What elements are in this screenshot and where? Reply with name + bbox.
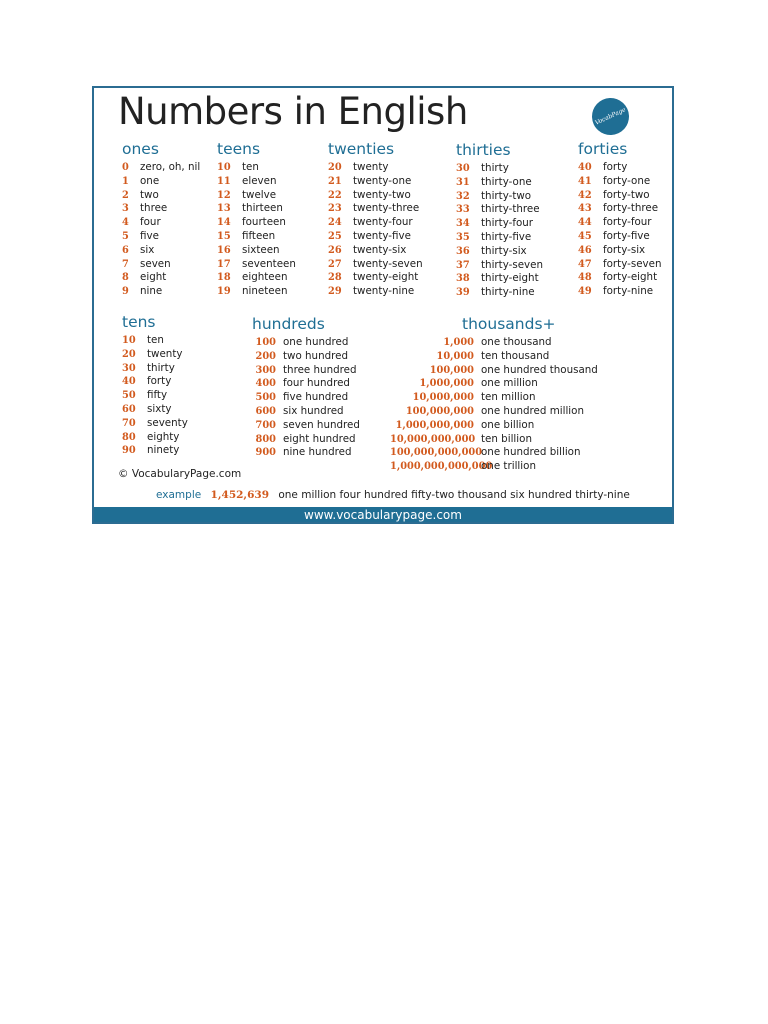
number-value: 22 (328, 189, 342, 201)
number-word: two (140, 188, 159, 201)
number-value: 200 (255, 350, 276, 362)
list-item (122, 189, 200, 203)
number-word: thirty-nine (481, 286, 535, 299)
number-word: ten million (481, 391, 536, 404)
number-word: ten (147, 334, 164, 346)
section-heading: forties (578, 140, 628, 158)
list-item (456, 259, 543, 273)
number-word: one million (481, 377, 538, 390)
number-value: 26 (328, 244, 342, 256)
number-word: twenty-five (353, 229, 411, 242)
example-line (156, 489, 630, 501)
section-heading: tens (122, 313, 156, 331)
section-heading: hundreds (252, 315, 325, 333)
number-value: 3 (122, 203, 129, 215)
number-value: 21 (328, 175, 342, 187)
number-value: 600 (255, 405, 276, 417)
list-item (328, 271, 423, 285)
number-value: 7 (122, 258, 129, 270)
number-value: 500 (255, 392, 276, 404)
numbers-poster (92, 86, 674, 524)
number-value: 43 (578, 203, 592, 215)
number-value: 1,000,000,000,000 (390, 461, 493, 473)
number-value: 23 (328, 203, 342, 215)
number-word: eight hundred (283, 432, 356, 445)
list-item (390, 460, 598, 474)
number-word: four hundred (283, 377, 350, 390)
number-value: 15 (217, 230, 231, 242)
list-item (456, 203, 543, 217)
list-item (578, 244, 661, 258)
list-item (252, 350, 360, 364)
number-value: 1,000,000 (419, 378, 474, 390)
number-word: six hundred (283, 404, 344, 417)
number-value: 34 (456, 218, 470, 230)
list-item (390, 336, 598, 350)
number-value: 9 (122, 286, 129, 298)
number-value: 46 (578, 244, 592, 256)
section-heading: thirties (456, 141, 511, 159)
number-value: 13 (217, 203, 231, 215)
number-value: 20 (328, 162, 342, 173)
number-value: 29 (328, 286, 342, 298)
section-tens (122, 310, 188, 458)
number-value: 80 (122, 431, 136, 443)
list-item (578, 285, 661, 299)
list-item (122, 271, 200, 285)
example-text: one million four hundred fifty-two thousand six hundred thirty-nine (278, 489, 630, 501)
list-item (456, 272, 543, 286)
number-value: 41 (578, 175, 592, 187)
list-item (122, 348, 188, 362)
number-value: 8 (122, 272, 129, 284)
number-value: 5 (122, 230, 129, 242)
list-item (217, 230, 296, 244)
number-value: 30 (122, 362, 136, 374)
number-value: 100,000,000 (405, 405, 474, 417)
number-value: 17 (217, 258, 231, 270)
list-item (390, 405, 598, 419)
number-value: 30 (456, 163, 470, 174)
list-item (390, 419, 598, 433)
list-item (578, 161, 661, 175)
list-item (328, 230, 423, 244)
number-value: 27 (328, 258, 342, 270)
list-item (578, 189, 661, 203)
number-value: 47 (578, 258, 592, 270)
list-item (390, 350, 598, 364)
list-item (252, 364, 360, 378)
list-item (328, 216, 423, 230)
list-item (217, 216, 296, 230)
list-item (217, 271, 296, 285)
number-word: thirteen (242, 202, 283, 215)
number-value: 32 (456, 190, 470, 202)
number-word: nine hundred (283, 446, 352, 459)
number-word: thirty-five (481, 230, 532, 243)
number-word: one hundred (283, 336, 349, 348)
list-item (578, 216, 661, 230)
number-word: thirty (147, 361, 175, 374)
list-item (252, 446, 360, 460)
section-twenties (328, 137, 423, 299)
number-word: nineteen (242, 285, 288, 298)
number-word: forty (603, 161, 628, 173)
list-item (122, 417, 188, 431)
number-word: forty (147, 375, 172, 388)
list-item (122, 334, 188, 348)
list-item (122, 230, 200, 244)
number-word: twenty-seven (353, 257, 423, 270)
list-item (456, 190, 543, 204)
number-word: forty-four (603, 216, 652, 229)
number-word: three (140, 202, 168, 215)
list-item (390, 364, 598, 378)
list-item (122, 389, 188, 403)
number-word: one trillion (481, 460, 536, 473)
section-hundreds (252, 312, 360, 460)
section-heading: teens (217, 140, 261, 158)
number-word: two hundred (283, 349, 349, 362)
number-word: six (140, 243, 155, 256)
number-value: 39 (456, 287, 470, 299)
number-word: eighteen (242, 271, 288, 284)
list-item (252, 433, 360, 447)
number-value: 800 (255, 433, 276, 445)
number-word: nine (140, 285, 163, 298)
number-value: 35 (456, 231, 470, 243)
number-value: 50 (122, 390, 136, 402)
list-item (328, 258, 423, 272)
number-word: twenty-nine (353, 285, 415, 298)
number-word: ninety (147, 444, 180, 457)
number-value: 1 (122, 175, 129, 187)
list-item (122, 258, 200, 272)
list-item (578, 258, 661, 272)
number-word: seven hundred (283, 418, 360, 431)
list-item (217, 161, 296, 175)
list-item (252, 419, 360, 433)
number-value: 18 (217, 272, 231, 284)
number-value: 44 (578, 217, 592, 229)
number-value: 400 (255, 378, 276, 390)
section-teens (217, 137, 296, 299)
number-value: 100,000,000,000 (390, 447, 483, 459)
list-item (122, 285, 200, 299)
number-word: seventeen (242, 257, 296, 270)
number-value: 100,000 (429, 364, 474, 376)
list-item (578, 202, 661, 216)
section-heading: twenties (328, 140, 395, 158)
number-word: five (140, 229, 159, 242)
number-word: twenty-one (353, 174, 412, 187)
list-item (252, 336, 360, 350)
number-word: ten billion (481, 432, 532, 445)
list-item (578, 271, 661, 285)
list-item (217, 202, 296, 216)
list-item (328, 202, 423, 216)
list-item (578, 230, 661, 244)
number-word: thirty-seven (481, 258, 543, 271)
list-item (328, 175, 423, 189)
list-item (456, 231, 543, 245)
number-word: thirty-two (481, 189, 532, 202)
list-item (122, 375, 188, 389)
list-item (122, 362, 188, 376)
vocabpage-logo: VocabPage (586, 92, 635, 141)
number-word: one billion (481, 418, 535, 431)
number-word: thirty-six (481, 244, 527, 257)
number-value: 24 (328, 217, 342, 229)
section-heading: thousands+ (462, 315, 556, 333)
number-value: 10 (122, 335, 136, 346)
number-word: ten (242, 161, 259, 173)
number-value: 28 (328, 272, 342, 284)
list-item (122, 216, 200, 230)
number-value: 4 (122, 217, 129, 229)
number-value: 70 (122, 417, 136, 429)
section-ones (122, 137, 200, 299)
list-item (456, 245, 543, 259)
number-value: 48 (578, 272, 592, 284)
list-item (328, 244, 423, 258)
number-word: twenty (353, 161, 389, 173)
number-value: 10,000,000,000 (390, 433, 476, 445)
number-word: sixty (147, 402, 172, 415)
list-item (252, 377, 360, 391)
number-value: 49 (578, 286, 592, 298)
number-value: 0 (122, 162, 129, 173)
list-item (390, 377, 598, 391)
number-value: 40 (122, 376, 136, 388)
number-word: one (140, 174, 160, 187)
footer-url[interactable]: www.vocabularypage.com (94, 507, 672, 524)
number-value: 19 (217, 286, 231, 298)
number-value: 700 (255, 419, 276, 431)
number-value: 60 (122, 403, 136, 415)
number-word: one hundred thousand (481, 363, 598, 376)
number-word: eleven (242, 174, 277, 187)
number-word: forty-one (603, 174, 651, 187)
number-word: forty-three (603, 202, 659, 215)
number-value: 42 (578, 189, 592, 201)
number-value: 40 (578, 162, 592, 173)
number-word: twenty-six (353, 243, 407, 256)
list-item (122, 444, 188, 458)
list-item (328, 189, 423, 203)
number-value: 6 (122, 244, 129, 256)
number-word: thirty (481, 162, 509, 174)
number-value: 11 (217, 175, 231, 187)
list-item (456, 162, 543, 176)
list-item (217, 258, 296, 272)
list-item (456, 286, 543, 300)
list-item (252, 405, 360, 419)
number-word: one hundred billion (481, 446, 581, 459)
number-word: one hundred million (481, 404, 584, 417)
number-word: five hundred (283, 391, 349, 404)
number-value: 1,000 (443, 337, 474, 348)
list-item (122, 403, 188, 417)
number-value: 25 (328, 230, 342, 242)
section-thirties (456, 138, 543, 300)
number-word: eight (140, 271, 167, 284)
list-item (390, 433, 598, 447)
number-word: thirty-three (481, 203, 540, 216)
number-word: ten thousand (481, 349, 550, 362)
number-value: 37 (456, 259, 470, 271)
list-item (217, 244, 296, 258)
section-forties (578, 137, 661, 299)
number-word: seven (140, 257, 171, 270)
number-value: 12 (217, 189, 231, 201)
list-item (122, 161, 200, 175)
number-word: forty-eight (603, 271, 658, 284)
number-word: forty-nine (603, 285, 654, 298)
number-value: 2 (122, 189, 129, 201)
list-item (390, 391, 598, 405)
list-item (122, 202, 200, 216)
number-value: 38 (456, 273, 470, 285)
number-word: forty-seven (603, 257, 662, 270)
number-word: fourteen (242, 216, 286, 229)
number-value: 90 (122, 445, 136, 457)
number-word: fifty (147, 389, 168, 402)
number-value: 20 (122, 348, 136, 360)
list-item (390, 446, 598, 460)
list-item (328, 285, 423, 299)
list-item (217, 175, 296, 189)
example-value: 1,452,639 (210, 489, 269, 501)
list-item (122, 244, 200, 258)
number-word: zero, oh, nil (140, 161, 201, 173)
list-item (122, 431, 188, 445)
number-word: three hundred (283, 363, 357, 376)
list-item (122, 175, 200, 189)
list-item (217, 285, 296, 299)
number-word: twenty-three (353, 202, 420, 215)
list-item (252, 391, 360, 405)
number-word: one thousand (481, 336, 552, 348)
number-word: forty-five (603, 229, 650, 242)
list-item (328, 161, 423, 175)
number-word: twelve (242, 188, 277, 201)
number-value: 14 (217, 217, 231, 229)
number-value: 33 (456, 204, 470, 216)
number-value: 16 (217, 244, 231, 256)
number-word: four (140, 216, 161, 229)
list-item (578, 175, 661, 189)
section-thousands (390, 312, 598, 474)
number-word: thirty-four (481, 217, 534, 230)
number-value: 300 (255, 364, 276, 376)
number-value: 10,000,000 (412, 392, 474, 404)
list-item (456, 176, 543, 190)
number-word: forty-six (603, 243, 646, 256)
number-value: 45 (578, 230, 592, 242)
number-word: seventy (147, 416, 188, 429)
number-value: 100 (255, 337, 276, 348)
number-value: 900 (255, 447, 276, 459)
number-word: twenty-eight (353, 271, 419, 284)
number-value: 10 (217, 162, 231, 173)
number-value: 10,000 (436, 350, 474, 362)
list-item (217, 189, 296, 203)
number-word: sixteen (242, 243, 280, 256)
number-value: 31 (456, 176, 470, 188)
number-word: twenty (147, 347, 183, 360)
example-label: example (156, 489, 202, 501)
number-value: 1,000,000,000 (395, 419, 474, 431)
number-word: eighty (147, 430, 180, 443)
section-heading: ones (122, 140, 159, 158)
number-word: fifteen (242, 229, 276, 242)
number-word: thirty-one (481, 175, 532, 188)
number-word: twenty-two (353, 188, 411, 201)
number-value: 36 (456, 245, 470, 257)
number-word: twenty-four (353, 216, 413, 229)
page-title: Numbers in English (118, 90, 468, 133)
copyright-notice: © VocabularyPage.com (118, 468, 242, 480)
number-word: thirty-eight (481, 272, 539, 285)
list-item (456, 217, 543, 231)
number-word: forty-two (603, 188, 650, 201)
